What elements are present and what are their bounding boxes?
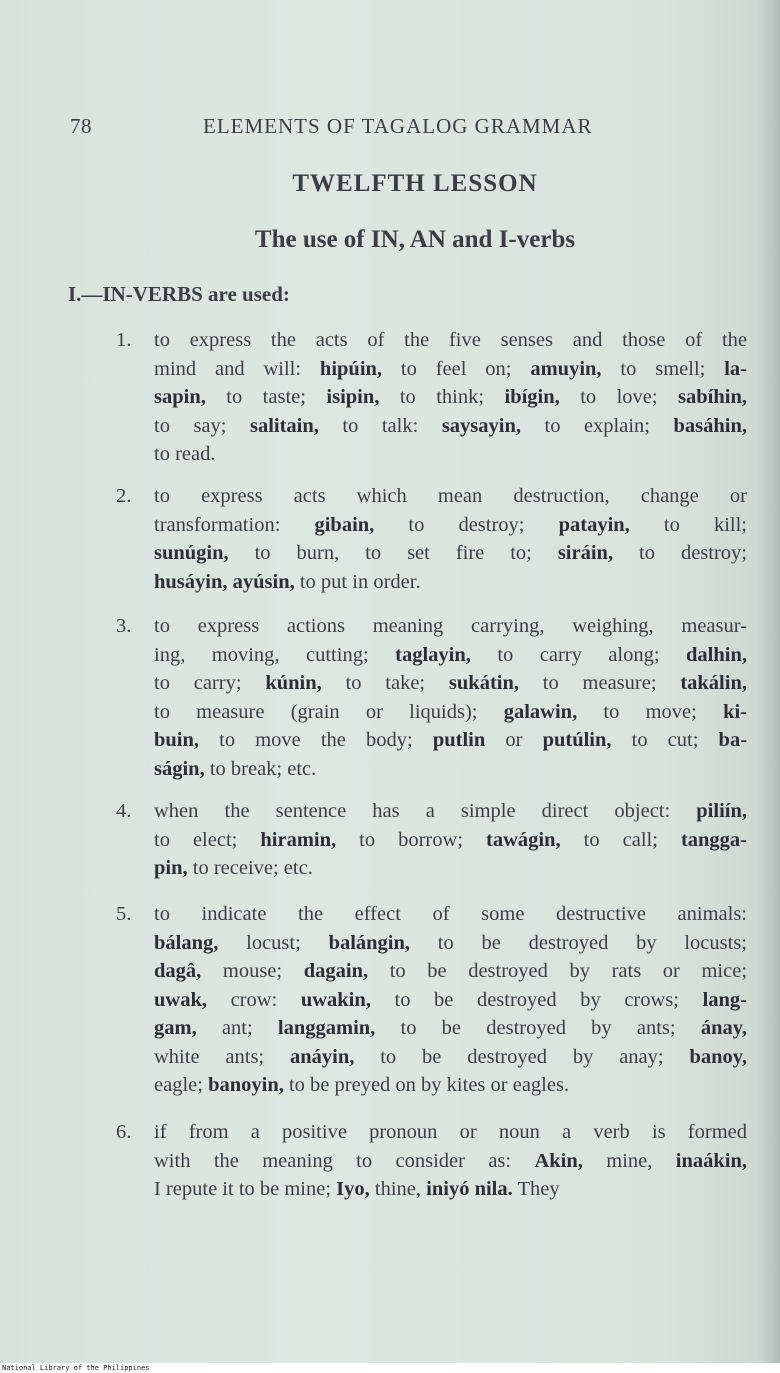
text-line: to express acts which mean destruction, change or — [154, 485, 747, 507]
tagalog-term: patayin, — [558, 513, 630, 536]
running-head — [70, 114, 630, 140]
tagalog-term: saysayin, — [441, 414, 521, 437]
tagalog-term: siráin, — [557, 542, 614, 564]
text-line: dagâ, mouse; dagain, to be destroyed by rats or mice; — [154, 960, 748, 982]
tagalog-term: la- — [724, 357, 747, 380]
text-line: to elect; hiramin, to borrow; tawágin, to call; tangga- — [154, 828, 747, 851]
tagalog-term: isipin, — [326, 386, 380, 408]
item-number: 4. — [116, 800, 132, 822]
tagalog-term: ánay, — [700, 1017, 747, 1039]
text-line: mind and will: hipúin, to feel on; amuyin, to smell; la- — [154, 357, 747, 380]
tagalog-term: kúnin, — [265, 672, 322, 694]
text-line: bálang, locust; balángin, to be destroyed by locusts; — [154, 931, 747, 954]
tagalog-term: putlin — [432, 729, 486, 751]
tagalog-term: taglayin, — [395, 643, 471, 666]
tagalog-term: gibain, — [314, 513, 375, 536]
text-line: eagle; banoyin, to be preyed on by kites or eagles. — [154, 1074, 570, 1096]
text-line: husáyin, ayúsin, to put in order. — [154, 570, 421, 593]
tagalog-term: dagain, — [303, 960, 369, 982]
tagalog-term: takálin, — [680, 672, 747, 694]
text-line: buin, to move the body; putlin or putúlin, to cut; ba- — [154, 729, 748, 751]
tagalog-term: pin, — [154, 857, 188, 879]
tagalog-term: sapin, — [154, 386, 206, 408]
item-number: 2. — [116, 485, 132, 507]
item-number: 6. — [116, 1121, 132, 1143]
tagalog-term: hiramin, — [260, 828, 337, 851]
text-line: to carry; kúnin, to take; sukátin, to measure; takálin, — [154, 672, 747, 694]
item-number: 1. — [116, 329, 132, 351]
page-number: 78 — [70, 114, 92, 138]
tagalog-term: gam, — [154, 1017, 197, 1039]
text-line: ságin, to break; etc. — [154, 757, 317, 780]
text-line: I repute it to be mine; Iyo, thine, iniyó nila. They — [154, 1178, 560, 1200]
text-line: pin, to receive; etc. — [154, 857, 313, 879]
item-number: 3. — [116, 615, 132, 637]
tagalog-term: sabíhin, — [678, 386, 747, 408]
tagalog-term: ibígin, — [504, 386, 560, 408]
tagalog-term: ságin, — [154, 757, 205, 780]
tagalog-term: Iyo, — [336, 1178, 370, 1200]
tagalog-term: iniyó nila. — [426, 1178, 513, 1200]
text-line: uwak, crow: uwakin, to be destroyed by crows; lang- — [154, 988, 747, 1011]
tagalog-term: ki- — [723, 700, 747, 723]
text-line: gam, ant; langgamin, to be destroyed by ants; ánay, — [154, 1017, 747, 1039]
tagalog-term: inaákin, — [675, 1149, 747, 1172]
text-line: transformation: gibain, to destroy; patayin, to kill; — [154, 513, 747, 536]
tagalog-term: Akin, — [534, 1149, 583, 1172]
text-line: sunúgin, to burn, to set fire to; siráin, to destroy; — [154, 542, 747, 564]
tagalog-term: piliín, — [696, 800, 747, 822]
tagalog-term: anáyin, — [290, 1045, 355, 1068]
text-line: to measure (grain or liquids); galawin, to move; ki- — [154, 700, 747, 723]
text-line: white ants; anáyin, to be destroyed by anay; banoy, — [154, 1045, 747, 1068]
tagalog-term: dalhin, — [686, 643, 748, 666]
text-line: when the sentence has a simple direct object: piliín, — [154, 800, 747, 822]
tagalog-term: buin, — [154, 729, 200, 751]
lesson-title: TWELFTH LESSON — [292, 170, 538, 197]
text-line: with the meaning to consider as: Akin, mine, inaákin, — [154, 1149, 747, 1172]
tagalog-term: galawin, — [503, 700, 578, 723]
text-line: to say; salitain, to talk: saysayin, to explain; basáhin, — [154, 414, 748, 437]
tagalog-term: balángin, — [328, 931, 411, 954]
tagalog-term: lang- — [702, 988, 747, 1011]
library-footer: National Library of the Philippines — [2, 1364, 150, 1372]
tagalog-term: husáyin, ayúsin, — [154, 570, 295, 593]
tagalog-term: uwak, — [154, 988, 207, 1011]
tagalog-term: amuyin, — [530, 357, 602, 380]
tagalog-term: hipúin, — [319, 357, 383, 380]
text-line: to express the acts of the five senses and those of the — [154, 329, 747, 351]
tagalog-term: langgamin, — [277, 1017, 376, 1039]
tagalog-term: banoy, — [689, 1045, 747, 1068]
tagalog-term: sukátin, — [448, 672, 520, 694]
tagalog-term: tangga- — [680, 828, 747, 851]
tagalog-term: bálang, — [154, 931, 219, 954]
text-line: ing, moving, cutting; taglayin, to carry along; dalhin, — [154, 643, 748, 666]
section-heading: I.—IN-VERBS are used: — [68, 282, 290, 306]
text-line: to express actions meaning carrying, weighing, measur- — [154, 615, 747, 637]
tagalog-term: uwakin, — [300, 988, 371, 1011]
tagalog-term: tawágin, — [486, 828, 561, 851]
item-number: 5. — [116, 903, 132, 925]
tagalog-term: dagâ, — [154, 960, 202, 982]
text-line: sapin, to taste; isipin, to think; ibígin, to love; sabíhin, — [154, 386, 747, 408]
tagalog-term: banoyin, — [208, 1074, 284, 1096]
tagalog-term: ba- — [718, 729, 748, 751]
tagalog-term: putúlin, — [542, 729, 612, 751]
tagalog-term: basáhin, — [673, 414, 748, 437]
book-title: ELEMENTS OF TAGALOG GRAMMAR — [203, 114, 593, 138]
text-line: to read. — [154, 443, 216, 465]
lesson-subtitle: The use of IN, AN and I-verbs — [254, 226, 576, 253]
text-line: to indicate the effect of some destructive animals: — [154, 903, 747, 925]
page-spine-shadow — [758, 0, 780, 1363]
tagalog-term: salitain, — [249, 414, 319, 437]
tagalog-term: sunúgin, — [154, 542, 229, 564]
text-line: if from a positive pronoun or noun a verb is formed — [154, 1121, 747, 1143]
